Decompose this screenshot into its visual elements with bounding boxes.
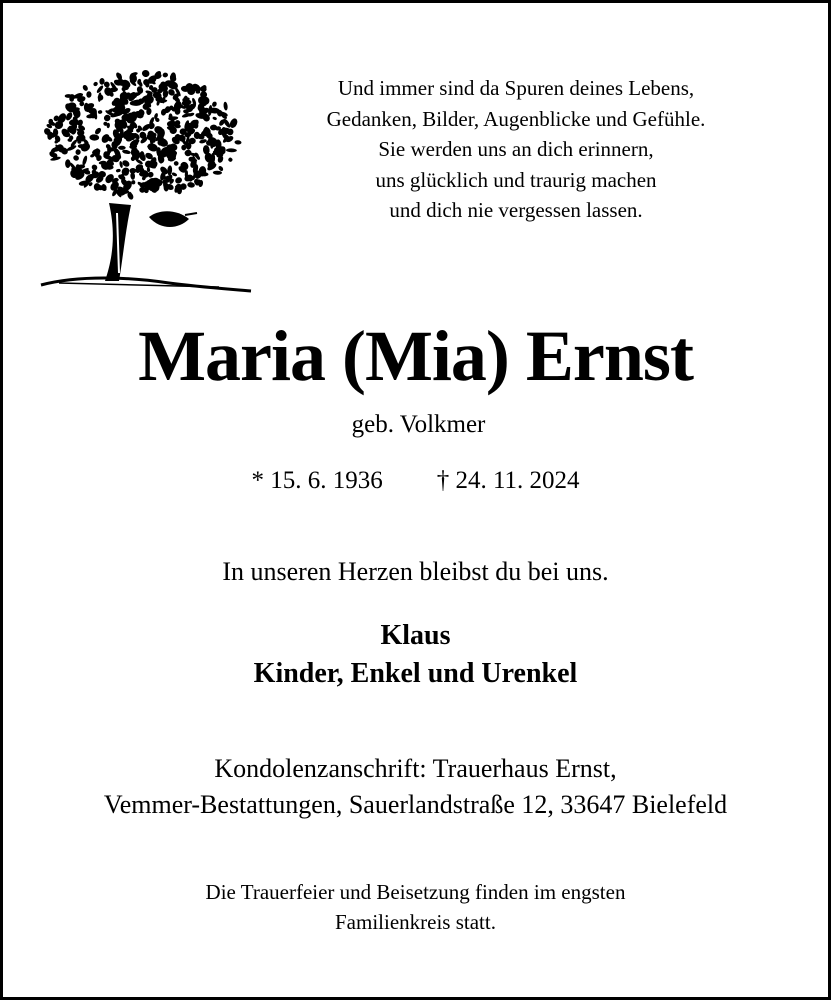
- notice-line: Die Trauerfeier und Beisetzung finden im engsten: [205, 880, 626, 904]
- funeral-notice: [3, 877, 828, 937]
- poem-line: und dich nie vergessen lassen.: [389, 198, 643, 222]
- poem-line: Und immer sind da Spuren deines Lebens,: [337, 76, 695, 100]
- birth-name: geb. Volkmer: [351, 411, 486, 438]
- deceased-name: Maria (Mia) Ernst: [138, 316, 693, 396]
- mourner-line: Kinder, Enkel und Urenkel: [253, 658, 578, 689]
- condolence-address: [3, 751, 828, 823]
- address-line: Kondolenzanschrift: Trauerhaus Ernst,: [214, 754, 617, 783]
- tree-with-bird-icon: [39, 63, 253, 295]
- birth-date: * 15. 6. 1936: [251, 467, 383, 494]
- mourner-line: Klaus: [380, 620, 451, 651]
- motto: In unseren Herzen bleibst du bei uns.: [222, 557, 609, 586]
- life-dates: [3, 467, 828, 495]
- notice-line: Familienkreis statt.: [335, 910, 496, 934]
- poem-line: Sie werden uns an dich erinnern,: [378, 137, 654, 161]
- poem-line: uns glücklich und traurig machen: [375, 167, 657, 192]
- poem: [261, 73, 771, 226]
- mourners: [3, 617, 828, 693]
- poem-line: Gedanken, Bilder, Augenblicke und Gefühle.: [326, 106, 706, 131]
- death-date: † 24. 11. 2024: [436, 467, 580, 494]
- address-line: Vemmer-Bestattungen, Sauerlandstraße 12, 33647 Bielefeld: [103, 790, 728, 819]
